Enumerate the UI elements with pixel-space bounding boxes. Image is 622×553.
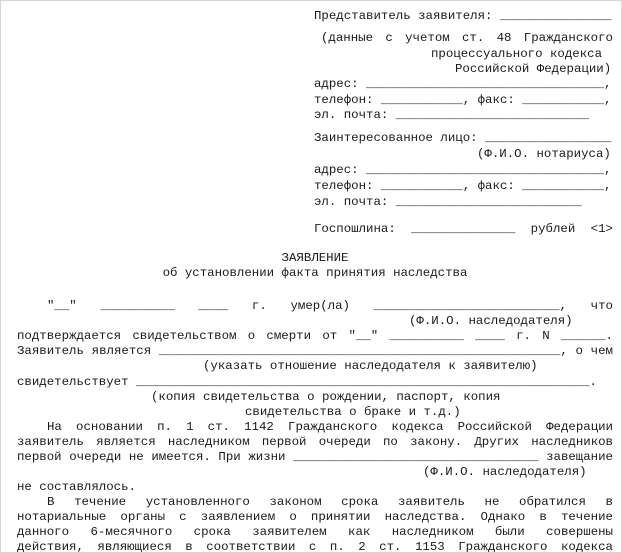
interested-party-line: Заинтересованное лицо: _________________ xyxy=(314,131,612,145)
representative-phone-fax-line: телефон: ___________, факс: ___________, xyxy=(314,93,612,107)
no-other-heirs-line: первой очереди не имеется. При жизни _________________________________ завещание xyxy=(17,450,613,464)
representative-email-line: эл. почта: __________________________ xyxy=(314,108,590,122)
deadline-para-line-3: данного 6-месячного срока заявителем как наследником были совершены xyxy=(17,525,613,539)
deceased-name-note-2: (Ф.И.О. наследодателя) xyxy=(423,465,587,479)
representative-address-line: адрес: ________________________________, xyxy=(314,77,612,91)
state-fee-line: Госпошлина: ______________ рублей <1> xyxy=(314,222,613,236)
applicant-relation-line: Заявитель является ______________________________________________________, о чем xyxy=(17,344,613,358)
deadline-para-line-4: действия, являющиеся в соответствии с п. 2 ст. 1153 Гражданского кодекса xyxy=(17,540,613,553)
death-date-line: "__" __________ ____ г. умер(ла) _________________________, что xyxy=(47,299,613,313)
evidence-line: свидетельствует _____________________________________________________________. xyxy=(17,375,597,389)
document-subtitle: об установлении факта принятия наследства xyxy=(162,266,468,280)
evidence-note-line-1: (копия свидетельства о рождении, паспорт, копия xyxy=(151,390,501,404)
representative-note-line-3: Российской Федерации) xyxy=(455,62,612,76)
legal-basis-line-1: На основании п. 1 ст. 1142 Гражданского кодекса Российской Федерации xyxy=(47,420,613,434)
interested-phone-fax-line: телефон: ___________, факс: ___________, xyxy=(314,179,612,193)
deadline-para-line-2: нотариальные органы с заявлением о принятии наследства. Однако в течение xyxy=(17,510,613,524)
interested-email-line: эл. почта: _________________________ xyxy=(314,195,582,209)
representative-note-line-1: (данные с учетом ст. 48 Гражданского xyxy=(321,31,613,45)
deadline-para-line-1: В течение установленного законом срока заявитель не обратился в xyxy=(47,495,613,509)
document-title: ЗАЯВЛЕНИЕ xyxy=(281,251,349,265)
interested-address-line: адрес: ________________________________, xyxy=(314,163,612,177)
no-will-line: не составлялось. xyxy=(17,480,136,494)
relation-note: (указать отношение наследодателя к заявителю) xyxy=(203,359,538,373)
legal-basis-line-2: заявитель является наследником первой очереди по закону. Других наследников xyxy=(17,435,613,449)
death-certificate-line: подтверждается свидетельством о смерти от "__" __________ ____ г. N ______. xyxy=(17,329,613,343)
notary-name-note: (Ф.И.О. нотариуса) xyxy=(477,147,611,161)
representative-note-line-2: процессуального кодекса xyxy=(431,47,603,61)
evidence-note-line-2: свидетельства о браке и т.д.) xyxy=(245,405,461,419)
deceased-name-note: (Ф.И.О. наследодателя) xyxy=(409,314,573,328)
representative-line: Представитель заявителя: _______________ xyxy=(314,9,612,23)
